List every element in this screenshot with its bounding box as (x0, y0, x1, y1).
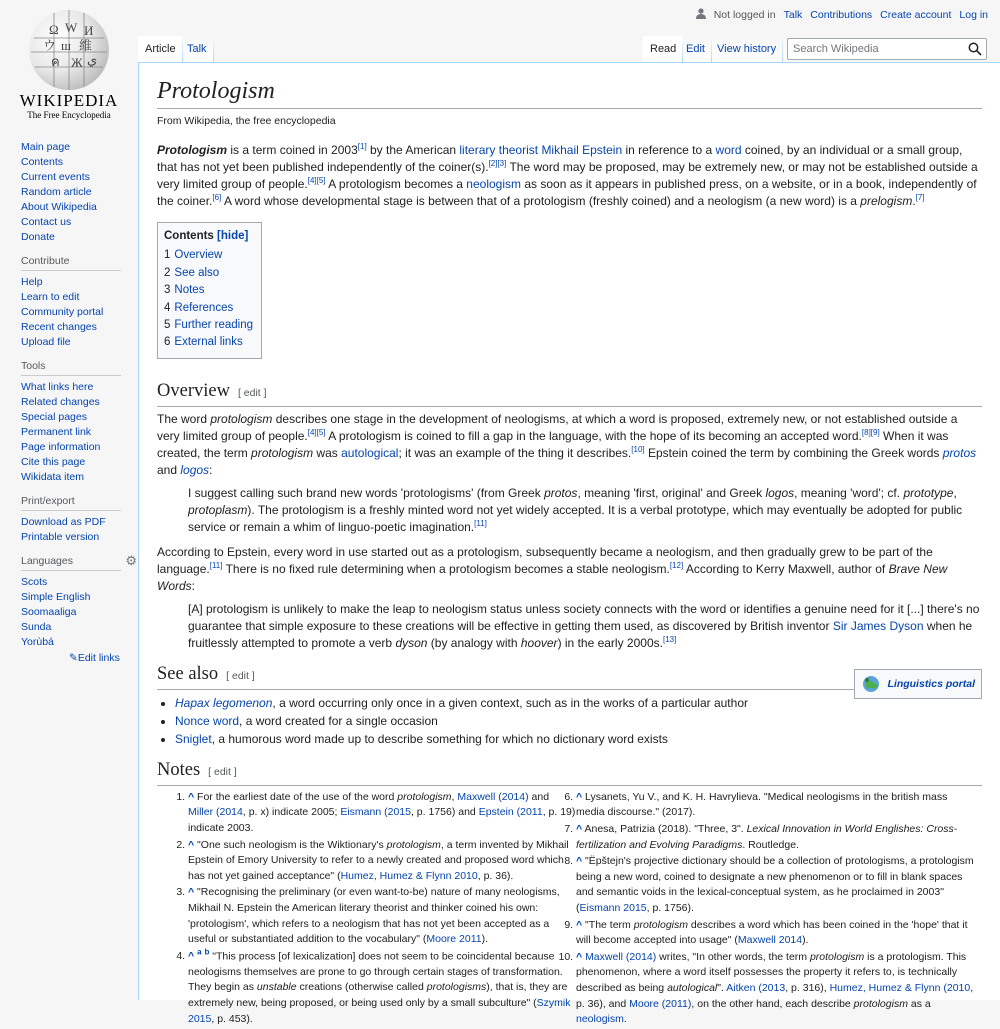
note-item: 4. ^ $^a$ $^b$ "This process [of lexicalization] does not seem to be coincidental because neologisms themselves are prone to go through certain stages of transformation. They begin as unstable creations (otherwise called protologisms), that is, they are extremely new, being proposed, or being used only by a small subculture" (Szymik 2015, p. 453). (188, 949, 576, 1027)
search-icon[interactable] (968, 42, 982, 56)
see-also-link[interactable]: Sniglet (175, 731, 212, 746)
language-simple-english[interactable]: Simple English (21, 591, 91, 603)
svg-text:ш: ш (61, 38, 72, 53)
list-item: • Hapax legomenon, a word occurring only once in a given context, such as in the works of a particular author (175, 694, 982, 712)
print-heading: Print/export (21, 495, 121, 511)
svg-text:維: 維 (79, 38, 93, 53)
sidebar-item-about[interactable]: About Wikipedia (21, 201, 97, 213)
talk-link[interactable]: Talk (783, 9, 803, 21)
note-item: 1. ^ For the earliest date of the use of the word protologism, Maxwell (2014) and Miller (2014, p. x) indicate 2005; Eismann (2015, p. 1756) and Epstein (2011, p. 19) indicate 2003. (188, 790, 576, 837)
toc-item[interactable]: 1 Overview (164, 249, 223, 262)
language-sunda[interactable]: Sunda (21, 621, 52, 633)
section-heading-overview: Overview [ edit ] (157, 379, 982, 407)
contributions-link[interactable]: Contributions (810, 9, 873, 21)
sidebar-item-contact[interactable]: Contact us (21, 216, 72, 228)
main-content (138, 62, 1000, 1026)
sidebar-item-current-events[interactable]: Current events (21, 171, 90, 183)
user-icon (696, 8, 706, 22)
tools-portlet (21, 360, 138, 485)
sidebar-item-permanent-link[interactable]: Permanent link (21, 426, 92, 438)
note-item: 9. ^ "The term protologism describes a word which has been coined in the 'hope' that it will become accepted into usage" (Maxwell 2014). (576, 918, 976, 949)
toc-item[interactable]: 4 References (164, 301, 234, 314)
note-item: 3. ^ "Recognising the preliminary (or even want-to-be) nature of many neologisms, Mikhail N. Epstein the American literary theorist and thinker coined his own: 'protologism', which refers to a neologism that has not yet been accepted as a useful or substantiated addition to the vocabulary" (Moore 2011). (188, 885, 576, 947)
svg-text:ي: ي (87, 52, 98, 67)
table-of-contents (157, 222, 262, 359)
language-scots[interactable]: Scots (21, 576, 48, 588)
globe-icon (29, 10, 109, 90)
tab-read[interactable]: Read (643, 36, 683, 63)
linguistics-portal-box[interactable]: Linguistics portal (854, 669, 982, 699)
contribute-heading: Contribute (21, 255, 121, 271)
globe-people-icon (861, 674, 881, 694)
list-item: • Nonce word, a word created for a single occasion (175, 712, 982, 730)
svg-text:И: И (84, 23, 94, 38)
sidebar-item-page-information[interactable]: Page information (21, 441, 101, 453)
lead-paragraph: Protologism is a term coined in 2003[1] by the American literary theorist Mikhail Epstein in reference to a word coined, by an individual or a small group, that has not yet been published independently of the coiner(s).[2][3] The word may be proposed, may be extremely new, or may not be established outside a very limited group of people.[4][5] A protologism becomes a neologism as soon as it appears in published press, on a website, or in a book, independently of the coiner.[6] A word whose developmental stage is between that of a protologism (freshly coined) and a neologism (a new word) is a prelogism.[7] (157, 142, 978, 208)
sidebar-item-special-pages[interactable]: Special pages (21, 411, 87, 423)
sidebar-item-wikidata-item[interactable]: Wikidata item (21, 471, 85, 483)
sidebar-item-what-links-here[interactable]: What links here (21, 381, 94, 393)
sidebar-item-main-page[interactable]: Main page (21, 141, 71, 153)
personal-tools (696, 8, 988, 22)
toc-title: Contents (164, 230, 214, 242)
language-soomaaliga[interactable]: Soomaaliga (21, 606, 77, 618)
sidebar-item-random-article[interactable]: Random article (21, 186, 92, 198)
see-also-link[interactable]: Nonce word (175, 713, 240, 728)
svg-text:ウ: ウ (43, 38, 57, 53)
tab-edit[interactable]: Edit (679, 36, 712, 63)
sidebar (0, 140, 138, 674)
sidebar-item-contents[interactable]: Contents (21, 156, 64, 168)
sidebar-item-help[interactable]: Help (21, 276, 43, 288)
sidebar-item-download-pdf[interactable]: Download as PDF (21, 516, 106, 528)
notes-list (157, 790, 982, 1029)
print-portlet (21, 495, 138, 545)
edit-section-link[interactable]: [ edit ] (226, 669, 255, 682)
svg-text:Ω: Ω (49, 22, 59, 37)
tagline: The Free Encyclopedia (27, 110, 111, 120)
tab-view-history[interactable]: View history (710, 36, 783, 63)
sidebar-item-community-portal[interactable]: Community portal (21, 306, 104, 318)
pencil-icon: ✎ (69, 652, 78, 664)
overview-paragraph-2: According to Epstein, every word in use started out as a protologism, subsequently became a neologism, and then gradually grew to be part of the language.[11] There is no fixed rule determining when a protologism becomes a stable neologism.[12] According to Kerry Maxwell, author of Brave New Words: (157, 544, 948, 593)
note-item: 8. ^ "Ëpštejn's projective dictionary should be a collection of protologisms, a protologism being a new word, coined to designate a new phenomenon or to fill in blank spaces and semantic voids in the lexical-conceptual system, as he proclaimed in 2003" (Eismann 2015, p. 1756). (576, 854, 976, 916)
language-yoruba[interactable]: Yorùbá (21, 636, 54, 648)
tab-talk[interactable]: Talk (180, 36, 214, 63)
wikipedia-logo[interactable] (0, 0, 138, 130)
note-item: 2. ^ "One such neologism is the Wiktionary's protologism, a term invented by Mikhail Epstein of Emory University to refer to a newly created and proposed word which has not yet gained acceptance" (Humez, Humez & Flynn 2010, p. 36). (188, 838, 576, 885)
search-input[interactable]: Search Wikipedia (787, 38, 987, 60)
svg-text:Ж: Ж (71, 55, 83, 70)
note-item: 10. ^ Maxwell (2014) writes, "In other words, the term protologism is a protologism. This phenomenon, where a word itself possesses the property it refers to, is technically described as being autological". Aitken (2013, p. 316), Humez, Humez & Flynn (2010, p. 36), and Moore (2011), on the other hand, each describe protologism as a neologism. (576, 950, 976, 1028)
toc-item[interactable]: 5 Further reading (164, 319, 254, 332)
toc-item[interactable]: 3 Notes (164, 284, 205, 297)
languages-portlet (21, 555, 138, 664)
edit-section-link[interactable]: [ edit ] (208, 765, 237, 778)
toc-item[interactable]: 6 External links (164, 336, 243, 349)
page-title: Protologism (157, 77, 982, 109)
svg-text:W: W (65, 20, 78, 35)
wordmark: WIKIPEDIA (19, 91, 119, 110)
languages-heading: Languages ⚙ (21, 555, 121, 571)
toc-item[interactable]: 2 See also (164, 266, 220, 279)
note-item: 6. ^ Lysanets, Yu V., and K. H. Havrylieva. "Medical neologisms in the british mass media discourse." (2017). (576, 790, 976, 821)
svg-text:ค: ค (51, 54, 60, 69)
contribute-portlet (21, 255, 138, 350)
sidebar-item-printable-version[interactable]: Printable version (21, 531, 100, 543)
see-also-list (157, 694, 982, 748)
sidebar-item-recent-changes[interactable]: Recent changes (21, 321, 97, 333)
gear-icon[interactable]: ⚙ (125, 553, 137, 568)
overview-paragraph: The word protologism describes one stage in the development of neologisms, at which a word is proposed, extremely new, or not established outside a very limited group of people.[4][5] A protologism is coined to fill a gap in the language, with the hope of its becoming an accepted word.[8][9] When it was created, the term protologism was autological; it was an example of the thing it describes.[10] Epstein coined the term by combining the Greek words protos and logos: (157, 411, 977, 477)
tools-heading: Tools (21, 360, 121, 376)
see-also-link[interactable]: Hapax legomenon (175, 695, 273, 710)
sidebar-item-donate[interactable]: Donate (21, 231, 55, 243)
sidebar-item-related-changes[interactable]: Related changes (21, 396, 100, 408)
create-account-link[interactable]: Create account (880, 9, 952, 21)
sidebar-item-upload-file[interactable]: Upload file (21, 336, 71, 348)
list-item: • Sniglet, a humorous word made up to describe something for which no dictionary word exists (175, 730, 982, 748)
sidebar-item-learn-to-edit[interactable]: Learn to edit (21, 291, 80, 303)
section-heading-see-also: See also [ edit ] (157, 662, 982, 690)
site-sub: From Wikipedia, the free encyclopedia (157, 115, 336, 127)
toc-hide-link[interactable]: [hide] (217, 230, 249, 242)
tab-article[interactable]: Article (138, 36, 183, 63)
note-item: 7. ^ Anesa, Patrizia (2018). "Three, 3". Lexical Innovation in World Englishes: Cross-fertilization and Evolving Paradigms. Routledge. (576, 822, 976, 853)
quote-maxwell: [A] protologism is unlikely to make the leap to neologism status unless society connects with the word or identifies a genuine need for it [...] there's no guarantee that simple exposure to these creations will be effective in getting them used, as discovered by British inventor Sir James Dyson when he fruitlessly attempted to promote a verb dyson (by analogy with hoover) in the early 2000s.[13] (188, 601, 980, 650)
quote-epstein: I suggest calling such brand new words 'protologisms' (from Greek protos, meaning 'first, original' and Greek logos, meaning 'word'; cf. prototype, protoplasm). The protologism is a freshly minted word not yet widely accepted. It is a verbal prototype, which may eventually be adopted for public service or remain a whim of linguo-poetic imagination.[11] (188, 485, 963, 534)
edit-links[interactable]: ✎Edit links (69, 652, 120, 664)
section-heading-notes: Notes [ edit ] (157, 758, 982, 786)
sidebar-item-cite-this-page[interactable]: Cite this page (21, 456, 86, 468)
edit-section-link[interactable]: [ edit ] (237, 386, 267, 399)
not-logged-in-text: Not logged in (713, 9, 776, 21)
log-in-link[interactable]: Log in (959, 9, 988, 21)
navigation-portlet (21, 140, 138, 245)
